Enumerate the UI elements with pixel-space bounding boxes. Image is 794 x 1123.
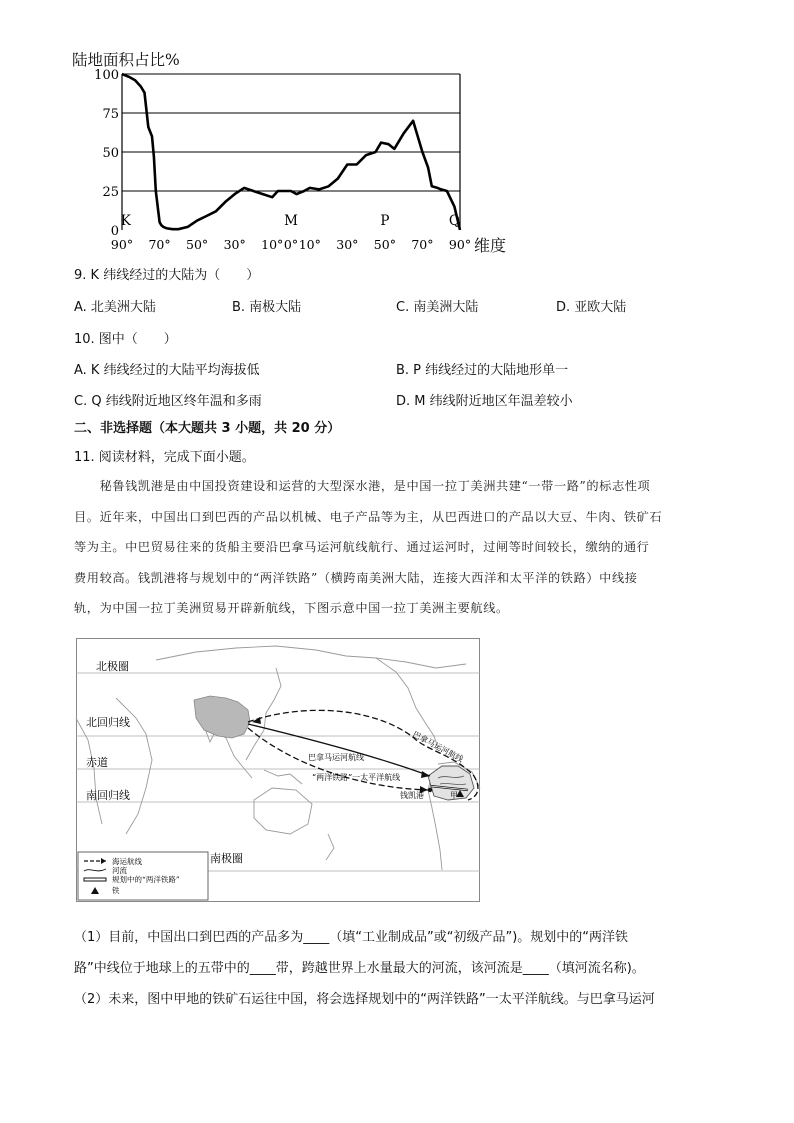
q9-option-a[interactable]: A. 北美洲大陆 [74, 300, 156, 315]
chart-point-label-q: Q [448, 213, 460, 229]
chart-x-tick-label: 30° [223, 237, 246, 252]
question-10: 10. 图中（ ） [74, 332, 177, 347]
sub-question-2-line-1: （2）未来，图中甲地的铁矿石运往中国，将会选择规划中的“两洋铁路”一太平洋航线。与巴拿马运河 [74, 992, 655, 1007]
sub-question-1-line-2: 路”中线位于地球上的五带中的____带，跨越世界上水量最大的河流，该河流是____（填河流名称)。 [74, 961, 645, 976]
q10-option-d[interactable]: D. M 纬线附近地区年温差较小 [396, 394, 573, 409]
sub-question-1-line-1: （1）目前，中国出口到巴西的产品多为____（填“工业制成品”或“初级产品”)。规划中的“两洋铁 [74, 930, 629, 945]
chart-y-tick-label: 50 [102, 146, 119, 161]
material-line: 轨，为中国一拉丁美洲贸易开辟新航线，下图示意中国一拉丁美洲主要航线。 [74, 601, 509, 615]
map-label-railway-pacific-route: “两洋铁路”一太平洋航线 [312, 773, 401, 782]
map-label-jia: 甲 [450, 791, 458, 800]
chart-y-tick-label: 0 [110, 224, 119, 239]
chart-point-label-m: M [284, 213, 298, 229]
material-line: 目。近年来，中国出口到巴西的产品以机械、电子产品等为主，从巴西进口的产品以大豆、牛肉、铁矿石 [74, 509, 663, 524]
material-line: 费用较高。钱凯港将与规划中的“两洋铁路”（横跨南美洲大陆，连接大西洋和太平洋的铁路）中线接 [74, 570, 638, 585]
chart-x-tick-label: 50° [373, 237, 396, 252]
chart-point-label-k: K [120, 213, 131, 229]
chart-y-tick-label: 25 [102, 185, 119, 200]
chart-x-tick-label: 70° [411, 237, 434, 252]
chart-x-tick-label: 10° [298, 237, 321, 252]
chart-x-tick-label: 90° [448, 237, 472, 252]
chart-x-tick-label: 30° [336, 237, 359, 252]
qiankai-port-dot [428, 788, 432, 792]
legend-shipping-route: 海运航线 [112, 857, 142, 866]
q9-option-b[interactable]: B. 南极大陆 [232, 300, 302, 315]
map-label-qiankai-port: 钱凯港 [400, 791, 424, 800]
map-legend [78, 852, 208, 900]
material-line: 秘鲁钱凯港是由中国投资建设和运营的大型深水港，是中国一拉丁美洲共建“一带一路”的标志性项 [74, 479, 651, 493]
map-label-equator: 赤道 [86, 756, 108, 769]
chart-y-tick-label: 75 [102, 107, 119, 122]
chart-y-axis-label: 陆地面积占比% [72, 51, 180, 69]
map-label-arctic-circle: 北极圈 [96, 660, 129, 673]
q9-option-c[interactable]: C. 南美洲大陆 [396, 300, 479, 315]
chart-x-tick-label: 0° [283, 237, 299, 252]
map-label-antarctic-circle: 南极圈 [210, 852, 243, 865]
chart-y-tick-label: 100 [94, 68, 119, 83]
q10-option-a[interactable]: A. K 纬线经过的大陆平均海拔低 [74, 363, 260, 378]
chart-x-axis-label: 维度 [474, 236, 507, 255]
map-label-tropic-cancer: 北回归线 [86, 716, 130, 729]
legend-river: 河流 [112, 866, 127, 875]
question-9: 9. K 纬线经过的大陆为（ ） [74, 268, 260, 283]
map-label-tropic-capricorn: 南回归线 [86, 789, 130, 802]
legend-planned-railway: 规划中的“两洋铁路” [112, 875, 180, 884]
chart-x-tick-label: 10° [261, 237, 284, 252]
chart-point-label-p: P [380, 213, 390, 229]
latitude-land-chart [90, 60, 472, 260]
section-2-title: 二、非选择题（本大题共 3 小题，共 20 分） [74, 421, 341, 436]
map-label-panama-route: 巴拿马运河航线 [308, 753, 364, 762]
chart-x-tick-label: 50° [186, 237, 209, 252]
material-paragraph [74, 471, 724, 624]
q10-option-c[interactable]: C. Q 纬线附近地区终年温和多雨 [74, 394, 262, 409]
map-label-panama-route-curved: 巴拿马运河航线 [411, 729, 465, 765]
chart-x-tick-label: 70° [148, 237, 171, 252]
q9-option-d[interactable]: D. 亚欧大陆 [556, 300, 627, 315]
chart-x-tick-label: 90° [110, 237, 134, 252]
question-11: 11. 阅读材料，完成下面小题。 [74, 450, 255, 465]
china-latin-america-route-map [76, 638, 480, 902]
q10-option-b[interactable]: B. P 纬线经过的大陆地形单一 [396, 363, 569, 378]
legend-iron: 铁 [112, 886, 120, 895]
material-line: 等为主。中巴贸易往来的货船主要沿巴拿马运河航线航行、通过运河时，过闸等时间较长，缴纳的通行 [74, 540, 650, 554]
